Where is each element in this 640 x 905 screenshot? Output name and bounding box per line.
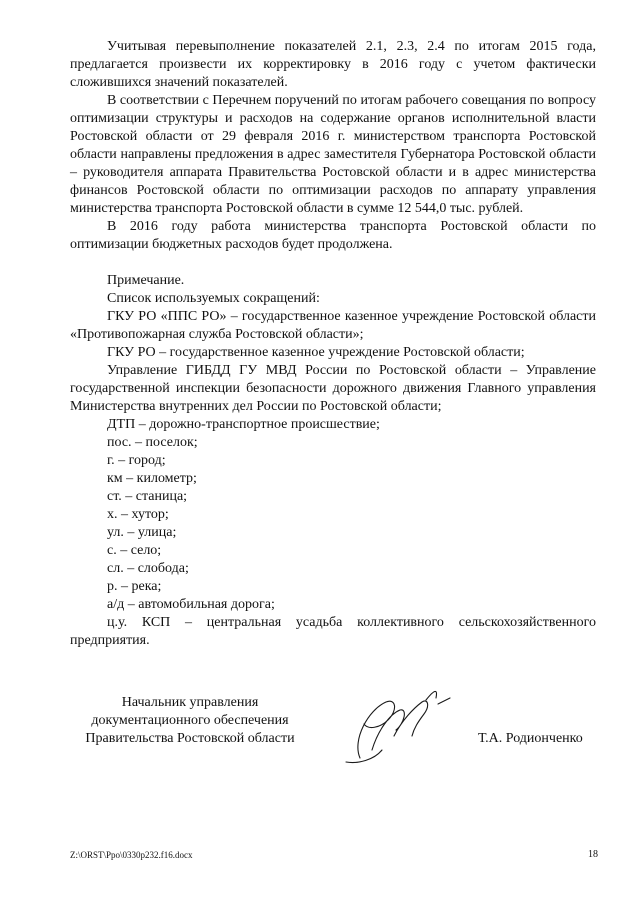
abbreviations-title: Список используемых сокращений:: [107, 291, 320, 306]
abbreviation-item: с. – село;: [107, 543, 162, 558]
abbreviation-item: сл. – слобода;: [107, 561, 189, 576]
signatory-name: Т.А. Родионченко: [478, 731, 583, 746]
abbreviation-item: а/д – автомобильная дорога;: [107, 597, 275, 612]
abbreviation-item: км – километр;: [107, 471, 197, 486]
signatory-position-line: документационного обеспечения: [91, 713, 289, 728]
abbreviation-item: ДТП – дорожно-транспортное происшествие;: [107, 417, 380, 432]
abbreviation-item: ул. – улица;: [107, 525, 177, 540]
abbreviation-item: г. – город;: [107, 453, 166, 468]
abbreviation-item: ГКУ РО – государственное казенное учреждение Ростовской области;: [107, 345, 525, 360]
abbreviation-item: ГКУ РО «ППС РО» – государственное казенное учреждение Ростовской области «Противопожарная служба Ростовской области»;: [70, 309, 596, 342]
handwritten-signature: [338, 680, 458, 770]
signatory-position: [70, 694, 310, 748]
paragraph-indicators: Учитывая перевыполнение показателей 2.1, 2.3, 2.4 по итогам 2015 года, предлагается произвести их корректировку в 2016 году с учетом фактически сложившихся значений показателей.: [70, 39, 596, 90]
abbreviation-item: р. – река;: [107, 579, 162, 594]
abbreviation-item: х. – хутор;: [107, 507, 169, 522]
note-heading: Примечание.: [107, 273, 185, 288]
abbreviation-item: ц.у. КСП – центральная усадьба коллективного сельскохозяйственного предприятия.: [70, 615, 596, 648]
signatory-position-line: Правительства Ростовской области: [85, 731, 295, 746]
paragraph-continuation: В 2016 году работа министерства транспорта Ростовской области по оптимизации бюджетных расходов будет продолжена.: [70, 219, 596, 252]
abbreviation-item: пос. – поселок;: [107, 435, 198, 450]
signatory-position-line: Начальник управления: [121, 695, 259, 710]
footer-file-path: Z:\ORST\Ppo\0330p232.f16.docx: [70, 850, 193, 860]
abbreviation-item: ст. – станица;: [107, 489, 188, 504]
footer-page-number: 18: [588, 849, 598, 860]
document-body: [70, 38, 596, 650]
abbreviation-item: Управление ГИБДД ГУ МВД России по Ростовской области – Управление государственной инспекции безопасности дорожного движения Главного управления Министерства внутренних дел России по Ростовской области;: [70, 363, 596, 414]
paragraph-optimization-proposals: В соответствии с Перечнем поручений по итогам рабочего совещания по вопросу оптимизации структуры и расходов на содержание органов исполнительной власти Ростовской области от 29 февраля 2016 г. министерством транспорта Ростовской области направлены предложения в адрес заместителя Губернатора Ростовской области – руководителя аппарата Правительства Ростовской области и в адрес министерства финансов Ростовской области по оптимизации расходов по аппарату управления министерства транспорта Ростовской области в сумме 12 544,0 тыс. рублей.: [70, 93, 596, 216]
blank-line: [70, 254, 596, 272]
